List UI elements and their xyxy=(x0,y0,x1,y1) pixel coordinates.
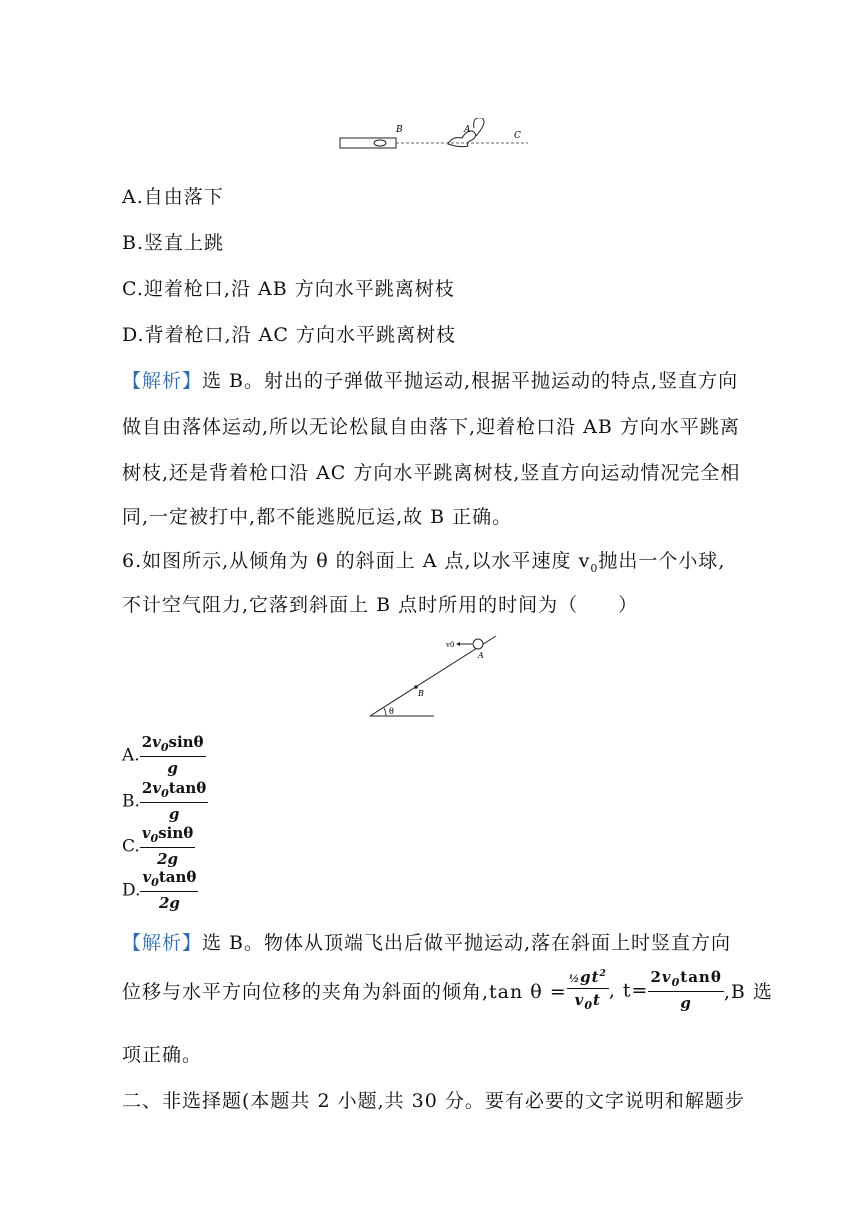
option-c-1: C.迎着枪口,沿 AB 方向水平跳离树枝 xyxy=(122,278,455,300)
option-a-1: A.自由落下 xyxy=(122,186,224,208)
fraction: $\frac{2v_0\sin\theta}{g}$ xyxy=(141,733,204,777)
question6-line1: 6.如图所示,从倾角为 θ 的斜面上 A 点,以水平速度 $v_0$抛出一个小球, xyxy=(122,550,726,575)
analysis1-line4: 同,一定被打中,都不能逃脱厄运,故 B 正确。 xyxy=(122,506,513,528)
analysis2-line2: 位移与水平方向位移的夹角为斜面的倾角,tan θ = $\frac{\frac{1}{2}gt^2}{v_0t}$ , t= $\frac{2v_0\tan\theta}{g}$ ,B 选 xyxy=(122,968,773,1012)
ball-icon xyxy=(473,639,483,649)
gun-barrel xyxy=(340,138,396,148)
label-theta: θ xyxy=(389,707,394,716)
label-a: A xyxy=(478,651,484,660)
label-v0: v0 xyxy=(446,641,455,649)
analysis-tag: 【解析】 xyxy=(122,370,203,392)
option-b-1: B.竖直上跳 xyxy=(122,232,225,254)
option-a-2: A. $\frac{2v_0\sin\theta}{g}$ xyxy=(122,733,204,777)
fraction: $\frac{2v_0\tan\theta}{g}$ xyxy=(141,779,207,823)
label-b: B xyxy=(396,125,403,135)
fraction: $\frac{v_0\tan\theta}{2g}$ xyxy=(142,868,197,912)
analysis2-line1: 【解析】选 B。物体从顶端飞出后做平抛运动,落在斜面上时竖直方向 xyxy=(122,932,732,954)
option-b-2: B. $\frac{2v_0\tan\theta}{g}$ xyxy=(122,779,207,823)
analysis1-line2: 做自由落体运动,所以无论松鼠自由落下,迎着枪口沿 AB 方向水平跳离 xyxy=(122,416,740,438)
label-a: A xyxy=(464,125,471,135)
analysis1-line3: 树枝,还是背着枪口沿 AC 方向水平跳离树枝,竖直方向运动情况完全相 xyxy=(122,462,741,484)
label-c: C xyxy=(514,131,521,141)
section2-heading: 二、非选择题(本题共 2 小题,共 30 分。要有必要的文字说明和解题步 xyxy=(122,1090,745,1112)
analysis1-text1: 选 B。射出的子弹做平抛运动,根据平抛运动的特点,竖直方向 xyxy=(202,370,739,392)
time-fraction: $\frac{2v_0\tan\theta}{g}$ xyxy=(650,968,722,1012)
figure-gun-squirrel xyxy=(336,118,536,158)
angle-arc xyxy=(384,708,386,716)
figure-incline xyxy=(364,632,504,722)
gun-muzzle-hole xyxy=(374,140,386,146)
option-c-2: C. $\frac{v_0\sin\theta}{2g}$ xyxy=(122,824,194,868)
analysis-tag: 【解析】 xyxy=(122,932,203,954)
option-d-1: D.背着枪口,沿 AC 方向水平跳离树枝 xyxy=(122,324,456,346)
label-b: B xyxy=(418,689,424,698)
analysis1-line1 xyxy=(122,366,738,393)
analysis2-line3: 项正确。 xyxy=(122,1044,203,1066)
question6-line2: 不计空气阻力,它落到斜面上 B 点时所用的时间为（ ） xyxy=(122,594,639,616)
arrow-head xyxy=(456,642,460,646)
tan-fraction: $\frac{\frac{1}{2}gt^2}{v_0t}$ xyxy=(568,968,607,1012)
option-d-2: D. $\frac{v_0\tan\theta}{2g}$ xyxy=(122,868,197,912)
fraction: $\frac{v_0\sin\theta}{2g}$ xyxy=(141,824,194,868)
